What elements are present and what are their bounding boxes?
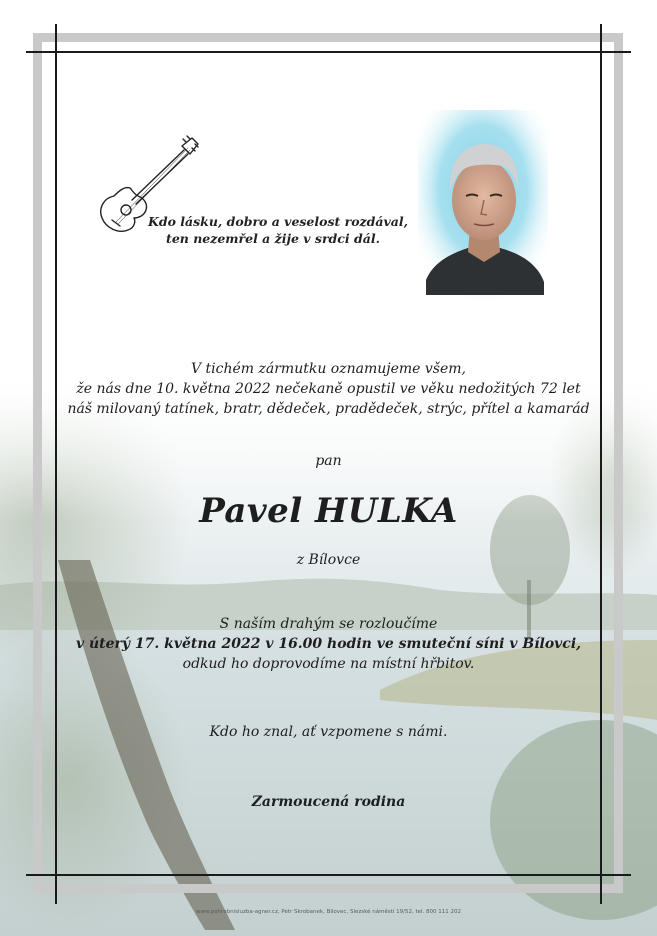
- frame-bottom-band: [33, 884, 623, 893]
- announcement-line-1: V tichém zármutku oznamujeme všem,: [190, 361, 467, 377]
- funeral-service-footer: www.pohrebnisluzba-agner.cz, Petr Skrobanek, Bilovec, Slezské náměstí 19/52, tel. 800 111 202: [195, 909, 462, 915]
- motto-line-1: Kdo lásku, dobro a veselost rozdával,: [148, 214, 408, 229]
- motto-quote: [148, 213, 408, 247]
- farewell-line-3: odkud ho doprovodíme na místní hřbitov.: [182, 656, 475, 672]
- frame-top-line: [26, 51, 631, 53]
- announcement-text: [0, 359, 657, 419]
- farewell-line-2: v úterý 17. května 2022 v 16.00 hodin ve smuteční síni v Bílovci,: [75, 636, 582, 652]
- portrait-photo: [418, 110, 548, 300]
- announcement-line-2: že nás dne 10. května 2022 nečekaně opustil ve věku nedožitých 72 let: [76, 381, 581, 397]
- frame-bottom-line: [26, 874, 631, 876]
- announcement-line-3: náš milovaný tatínek, bratr, dědeček, pradědeček, strýc, přítel a kamarád: [67, 401, 590, 417]
- family-signature: Zarmoucená rodina: [251, 794, 406, 810]
- farewell-line-1: S naším drahým se rozloučíme: [219, 616, 438, 632]
- salutation: pan: [315, 453, 342, 469]
- farewell-text: [0, 614, 657, 674]
- origin-place: z Bílovce: [296, 552, 361, 568]
- deceased-name: Pavel HULKA: [199, 491, 458, 531]
- remember-text: Kdo ho znal, ať vzpomene s námi.: [209, 724, 448, 740]
- motto-line-2: ten nezemřel a žije v srdci dál.: [166, 231, 380, 246]
- frame-top-band: [33, 33, 623, 42]
